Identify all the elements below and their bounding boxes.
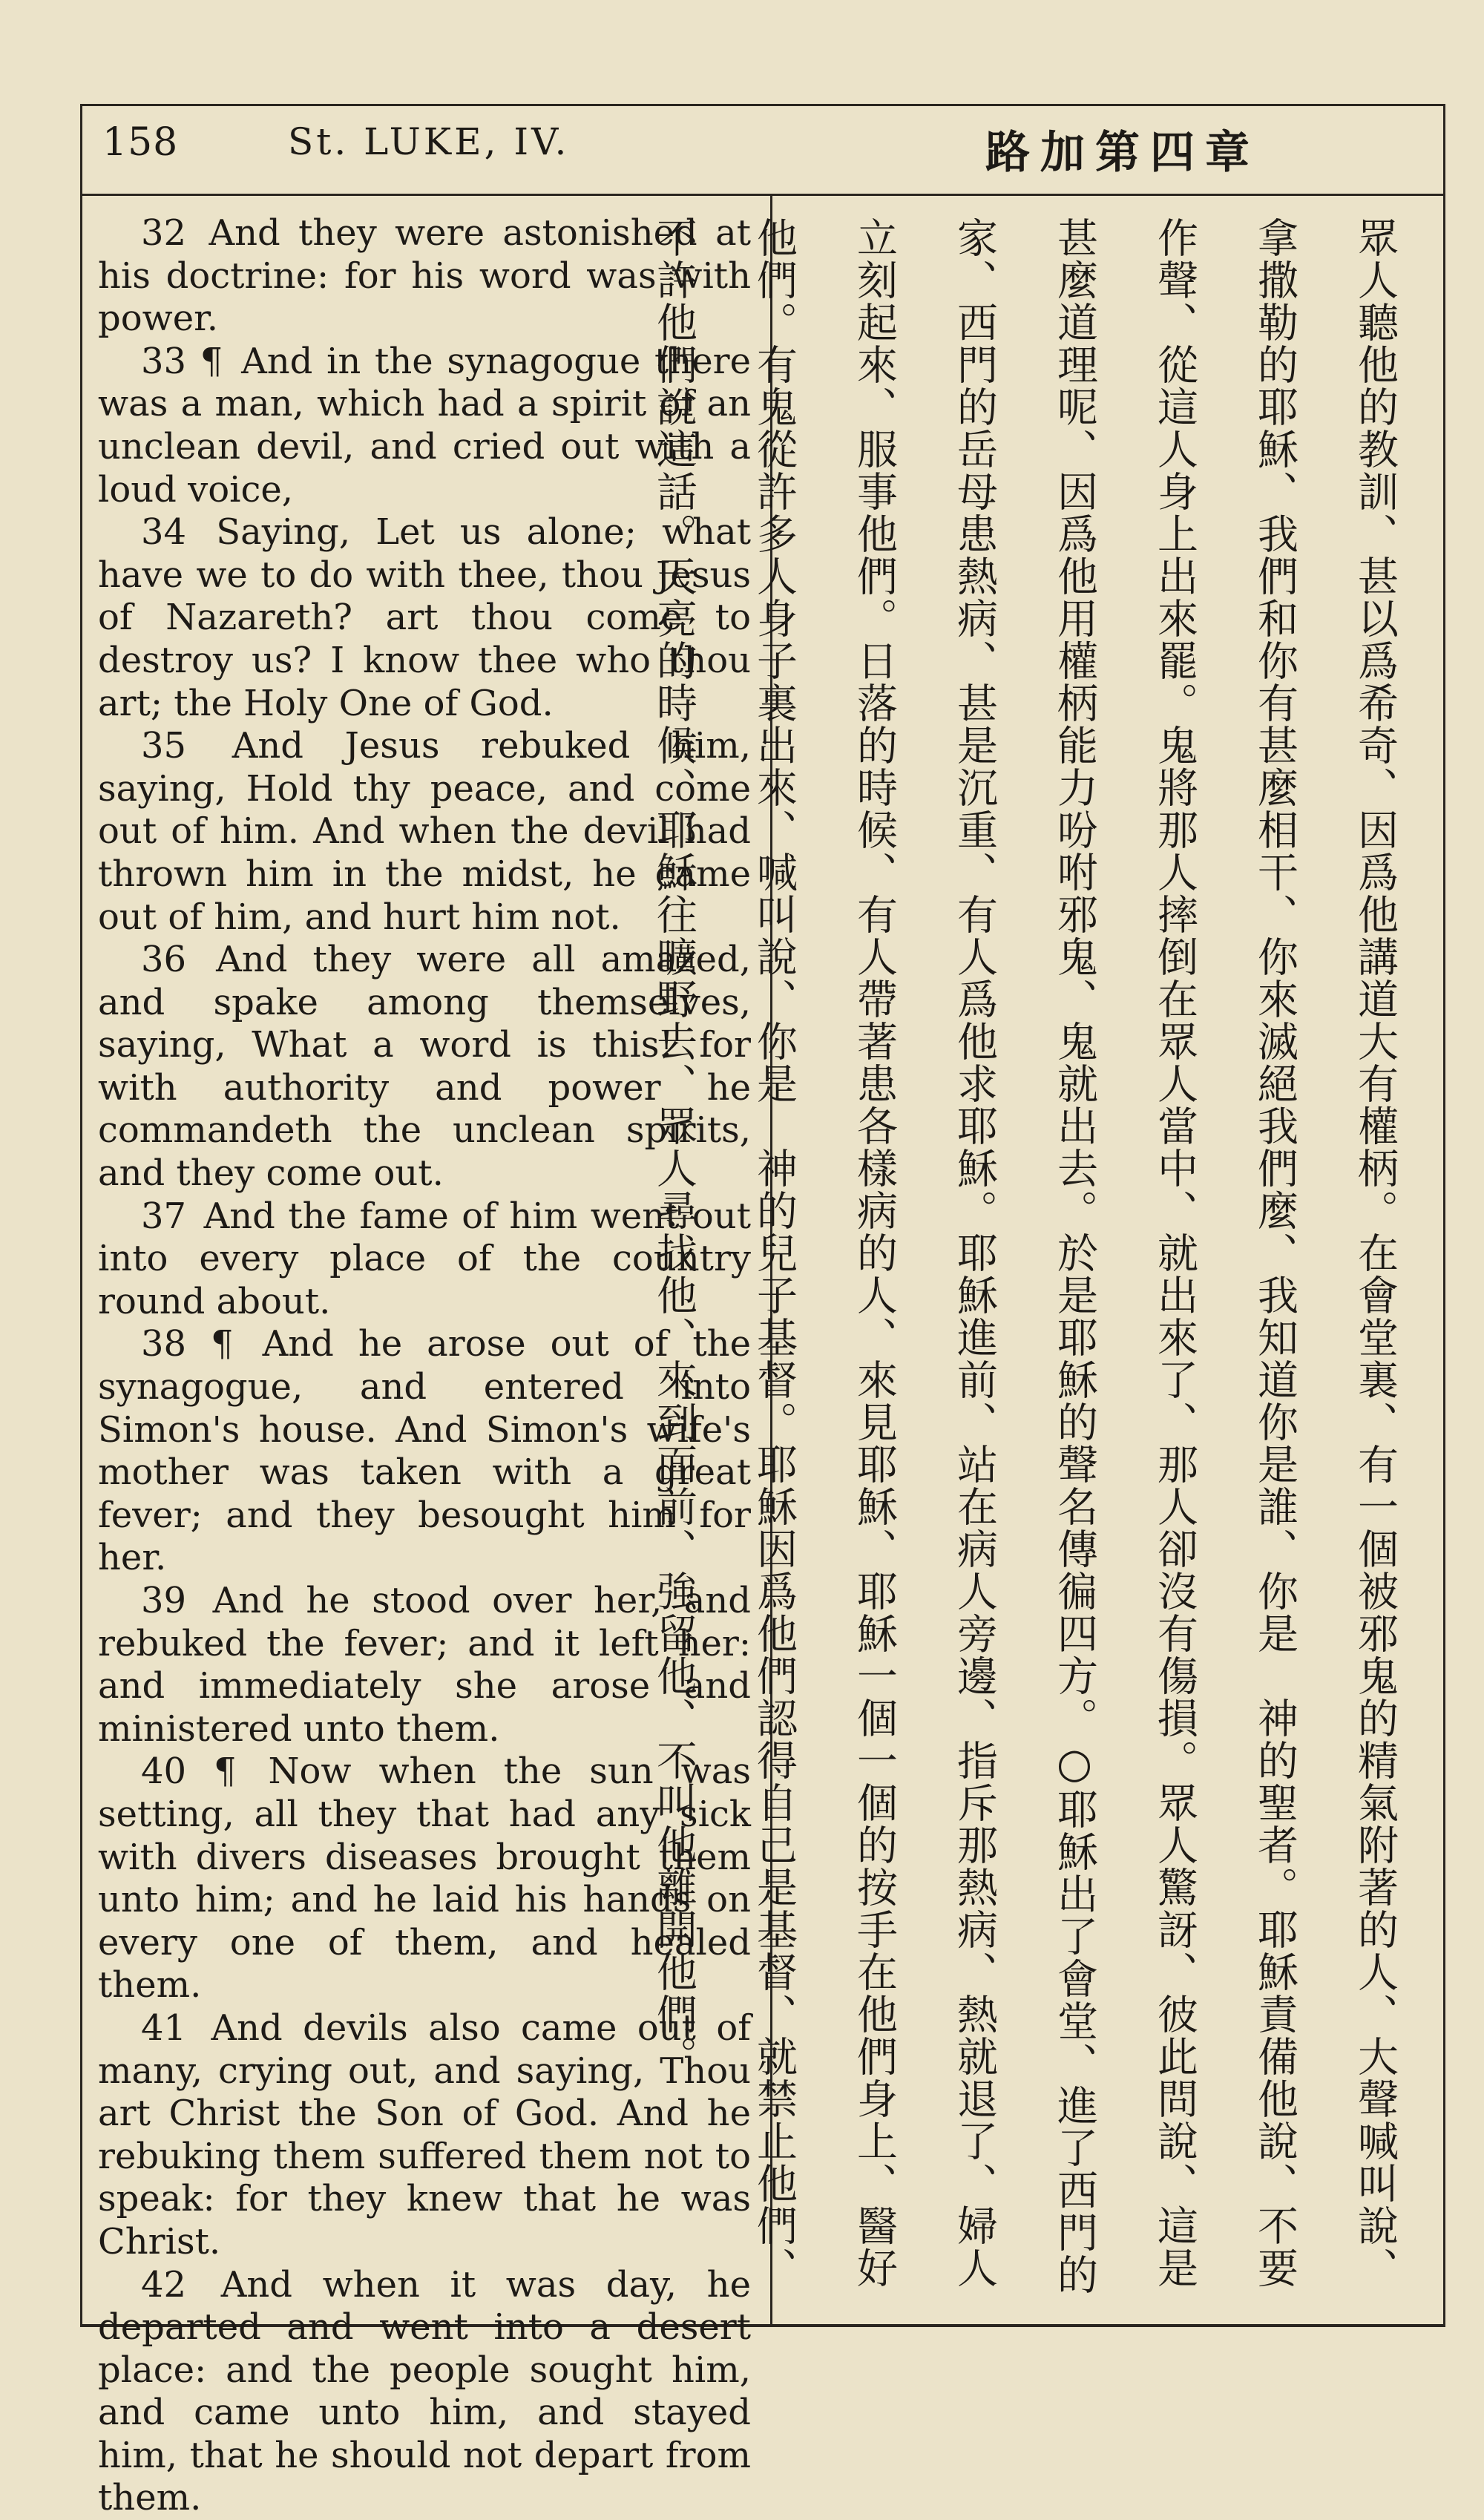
verse-number: 42: [141, 2264, 186, 2306]
verse-text: And in the synagogue there was a man, which had a spirit of an unclean devil, and cried out with a loud voice,: [98, 341, 751, 511]
verse-text: And they were all amazed, and spake among themselves, saying, What a word is this! for with authority and power he commandeth the unclean spirits, and they come out.: [98, 939, 751, 1194]
chinese-chapter-heading: 路加第四章: [985, 117, 1260, 181]
verse-text: And Jesus rebuked him, saying, Hold thy peace, and come out of him. And when the devil had thrown him in the midst, he came out of him, and hurt him not.: [98, 725, 751, 937]
verse-number: 34: [141, 511, 186, 553]
verse-number: 40 ¶: [141, 1750, 237, 1792]
verse-number: 32: [141, 212, 186, 254]
page-number: 158: [102, 120, 178, 165]
verse-42: [98, 2264, 751, 2520]
verse-text: And when it was day, he departed and went into a desert place: and the people sought him, and came unto him, and stayed him, that he should not depart from them.: [98, 2264, 751, 2519]
verse-number: 38 ¶: [141, 1323, 234, 1365]
verse-number: 41: [141, 2007, 186, 2049]
chinese-column: 眾人聽他的教訓、甚以爲希奇、因爲他講道大有權柄。在會堂裏、有一個被邪鬼的精氣附著的人、大聲喊叫說、拿撒勒的耶穌、我們和你有甚麼相干、你來滅絕我們麼、我知道你是誰、你是 神的聖者。耶穌責備他說、不要作聲、從這人身上出來罷。鬼將那人摔倒在眾人當中、就出來了、那人卻沒有傷損。眾人驚訝、彼此問說、這是甚麼道理呢、因爲他用權柄能力吩咐邪鬼、鬼就出去。於是耶穌的聲名傳徧四方。○耶穌出了會堂、進了西門的家、西門的岳母患熱病、甚是沉重、有人爲他求耶穌。耶穌進前、站在病人旁邊、指斥那熱病、熱就退了、婦人立刻起來、服事他們。日落的時候、有人帶著患各樣病的人、來見耶穌、耶穌一個一個的按手在他們身上、醫好他們。有鬼從許多人身子裏出來、喊叫說、你是 神的兒子基督。耶穌因爲他們認得自己是基督、就禁止他們、不許他們說這話。天亮的時候、耶穌往曠野去、眾人尋找他、來到面前、強留他、不叫他離開他們。: [787, 217, 1425, 2317]
page-header: [80, 104, 1445, 196]
verse-number: 37: [141, 1195, 186, 1237]
verse-text: Saying, Let us alone; what have we to do with thee, thou Jesus of Nazareth? art thou come to destroy us? I know thee who thou art; the Holy One of God.: [98, 511, 751, 723]
verse-number: 36: [141, 939, 186, 980]
verse-text: And they were astonished at his doctrine: for his word was with power.: [98, 212, 751, 339]
running-head: St. LUKE, IV.: [288, 120, 569, 163]
verse-text: And devils also came out of many, crying out, and saying, Thou art Christ the Son of God. And he rebuking them suffered them not to speak: for they knew that he was Christ.: [98, 2007, 751, 2263]
verse-text: And the fame of him went out into every place of the country round about.: [98, 1195, 751, 1322]
verse-number: 35: [141, 725, 186, 767]
verse-text: Now when the sun was setting, all they that had any sick with divers diseases brought them unto him; and he laid his hands on every one of them, and healed them.: [98, 1750, 751, 2006]
verse-text: And he arose out of the synagogue, and entered into Simon's house. And Simon's wife's mother was taken with a great fever; and they besought him for her.: [98, 1323, 751, 1578]
verse-number: 33 ¶: [141, 341, 223, 382]
verse-text: And he stood over her, and rebuked the fever; and it left her: and immediately she arose and ministered unto them.: [98, 1580, 751, 1750]
verse-number: 39: [141, 1580, 186, 1621]
